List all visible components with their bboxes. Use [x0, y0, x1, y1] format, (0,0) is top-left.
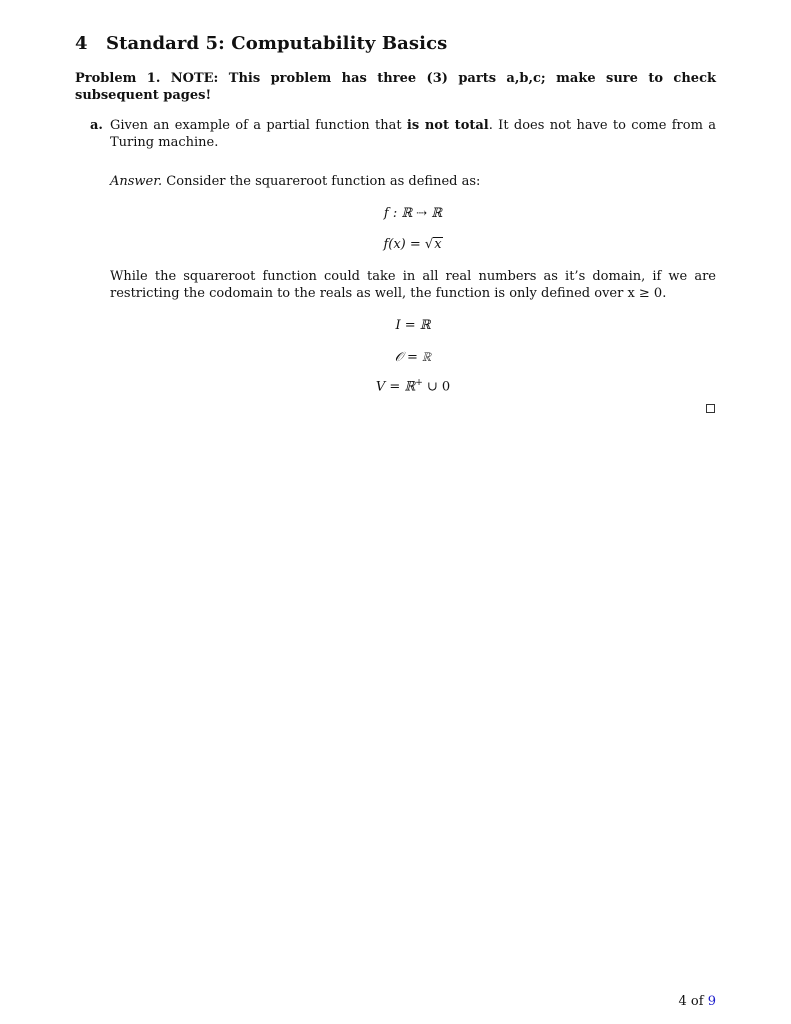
valid-set-tail: ∪ 0: [422, 379, 451, 395]
valid-set: V = ℝ: [375, 379, 416, 395]
qed-box-icon: [706, 404, 715, 413]
equation-output-set: [110, 349, 716, 366]
problem-statement: Problem 1. NOTE: This problem has three (3) parts a,b,c; make sure to check subsequent pages!: [75, 71, 716, 103]
part-a-marker: a.: [90, 118, 103, 133]
part-a-emphasis: is not total: [406, 118, 489, 133]
output-set: 𝒪 = ℝ: [394, 350, 432, 365]
valid-set-superscript: +: [415, 378, 423, 388]
input-set: I = ℝ: [395, 318, 431, 333]
sqrt-symbol: √: [424, 237, 434, 252]
page-number-prefix: 4 of: [678, 994, 708, 1009]
part-a-text-start: Given an example of a partial function that: [110, 118, 407, 133]
page-number: [679, 994, 716, 1009]
equation-function-map: [110, 205, 716, 222]
explanation-paragraph: While the squareroot function could take in all real numbers as it’s domain, if we are restricting the codomain to the reals as well, the function is only defined over x ≥ 0.: [110, 269, 716, 301]
part-a-question: [110, 117, 716, 151]
equation-valid-set: [110, 375, 716, 395]
equation-input-set: [110, 317, 716, 334]
function-map: f : ℝ ⇢ ℝ: [383, 206, 443, 221]
part-a-text-end: . It does not have to come from a Turing machine.: [110, 118, 716, 150]
section-number: 4: [75, 33, 88, 54]
section-title: Standard 5: Computability Basics: [106, 33, 448, 54]
part-a: [75, 117, 716, 151]
function-rule-lhs: f(x) =: [383, 237, 425, 252]
total-pages-link[interactable]: 9: [707, 994, 716, 1009]
equation-function-rule: [110, 236, 716, 253]
answer-text: Consider the squareroot function as defined as:: [162, 174, 481, 189]
answer-intro: [110, 173, 716, 190]
answer-label: Answer.: [110, 174, 163, 189]
section-heading: [75, 33, 447, 54]
sqrt-radicand: x: [434, 237, 442, 252]
